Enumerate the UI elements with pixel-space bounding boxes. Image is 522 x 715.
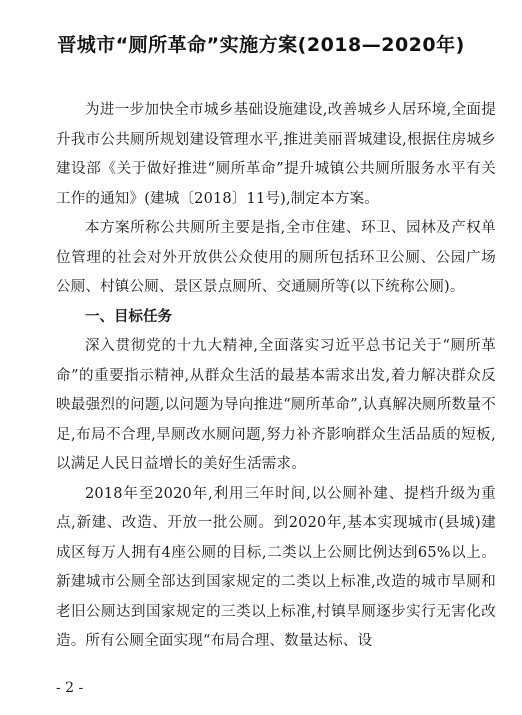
page-number: - 2 - bbox=[56, 680, 84, 696]
section-paragraph-1: 深入贯彻党的十九大精神,全面落实习近平总书记关于“厕所革命”的重要指示精神,从群众生活的最基本需求出发,着力解决群众反映最强烈的问题,以问题为导向推进“厕所革命”,认真解决厕所数量不足,布局不合理,旱厕改水厕问题,努力补齐影响群众生活品质的短板,以满足人民日益增长的美好生活需求。 bbox=[56, 338, 496, 472]
intro-paragraph-1: 为进一步加快全市城乡基础设施建设,改善城乡人居环境,全面提升我市公共厕所规划建设管理水平,推进美丽晋城建设,根据住房城乡建设部《关于做好推进“厕所革命”提升城镇公共厕所服务水平有关工作的通知》(建城〔2018〕11号),制定本方案。 bbox=[56, 102, 496, 207]
document-body bbox=[56, 96, 496, 657]
section-paragraph-2: 2018年至2020年,利用三年时间,以公厕补建、提档升级为重点,新建、改造、开放一批公厕。到2020年,基本实现城市(县城)建成区每万人拥有4座公厕的目标,二类以上公厕比例达到65%以上。新建城市公厕全部达到国家规定的二类以上标准,改造的城市旱厕和老旧公厕达到国家规定的三类以上标准,村镇旱厕逐步实行无害化改造。所有公厕全面实现“布局合理、数量达标、设 bbox=[56, 485, 496, 649]
section-heading-goals: 一、目标任务 bbox=[85, 308, 172, 325]
intro-paragraph-2: 本方案所称公共厕所主要是指,全市住建、环卫、园林及产权单位管理的社会对外开放供公众使用的厕所包括环卫公厕、公园广场公厕、村镇公厕、景区景点厕所、交通厕所等(以下统称公厕)。 bbox=[56, 220, 496, 295]
document-title: 晋城市“厕所革命”实施方案(2018—2020年) bbox=[57, 34, 465, 56]
